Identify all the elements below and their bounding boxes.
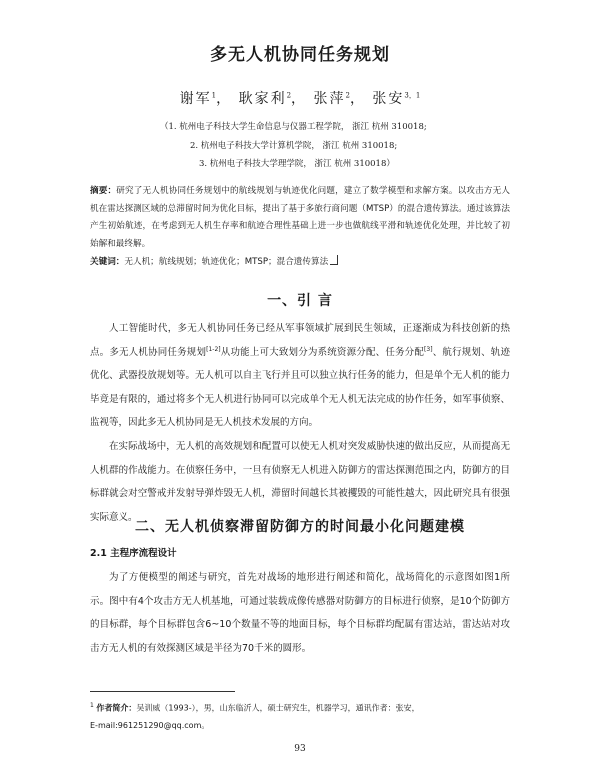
footnote-mark: 1 <box>90 702 94 709</box>
author-separator: ， <box>349 91 366 107</box>
author-list <box>0 88 600 108</box>
keywords-label: 关键词： <box>90 257 125 267</box>
keywords <box>90 255 510 269</box>
affiliation-line: （1. 杭州电子科技大学生命信息与仪器工程学院， 浙江 杭州 310018; <box>160 122 427 132</box>
abstract-label: 摘要： <box>90 186 117 196</box>
paper-title: 多无人机协同任务规划 <box>210 45 390 65</box>
keywords-text: 无人机；航线规划；轨迹优化；MTSP；混合遗传算法 <box>124 257 329 267</box>
paragraph-text: 从功能上可大致划分为系统资源分配、任务分配 <box>220 346 425 358</box>
author-name: 耿家利 <box>238 91 287 107</box>
author-affiliation-mark: 3，1 <box>404 91 421 100</box>
footnote-label: 作者简介： <box>96 703 137 713</box>
author-name: 张萍 <box>313 91 346 107</box>
author-affiliation-mark: 2 <box>286 91 292 100</box>
author-affiliation-mark: 1 <box>211 91 217 100</box>
abstract <box>90 183 510 253</box>
author-separator: ， <box>291 91 308 107</box>
footnote-text: 吴训威（1993-），男，山东临沂人，硕士研究生，机器学习，通讯作者：张安， <box>136 703 420 713</box>
author-name: 张安 <box>372 91 405 107</box>
footnote-line <box>90 697 510 717</box>
page-number: 93 <box>294 744 306 754</box>
section-heading: 一、引 言 <box>267 293 333 309</box>
affiliation-line: 2. 杭州电子科技大学计算机学院， 浙江 杭州 310018; <box>190 141 398 151</box>
body-paragraph: 为了方便模型的阐述与研究，首先对战场的地形进行阐述和简化，战场简化的示意图如图1所示。图中有4个攻击方无人机基地，可通过装载成像传感器对防御方的目标进行侦察，是10个防御方的目标群，每个目标群包含6~10个数量不等的地面目标，每个目标群均配属有雷达站，雷达站对攻击方无人机的有效探测区域是半径为70千米的圆形。 <box>90 572 510 654</box>
paragraph-text: 、航行规划、轨迹优化、武器投放规划等。无人机可以自主飞行并且可以独立执行任务的能力，但是单个无人机的能力毕竟是有限的，通过将多个无人机进行协同可以完成单个无人机无法完成的协作任务，如军事侦察、监视等，因此多无人机协同是无人机技术发展的方向。 <box>90 346 510 429</box>
author-name: 谢军 <box>179 91 212 107</box>
citation-mark: [3] <box>424 345 433 353</box>
text-cursor-mark <box>330 255 338 265</box>
author-affiliation-mark: 2 <box>345 91 350 100</box>
footnote <box>90 697 510 734</box>
abstract-text: 研究了无人机协同任务规划中的航线规划与轨迹优化问题，建立了数学模型和求解方案。以攻击方无人机在雷达探测区域的总滞留时间为优化目标，提出了基于多旅行商问题（MTSP）的混合遗传算法。通过该算法产生初始航迹，在考虑到无人机生存率和航迹合理性基础上进一步也做航线平滑和轨迹优化处理，并比较了初始解和最终解。 <box>90 186 510 249</box>
subsection-heading: 2.1 主程序流程设计 <box>90 548 177 559</box>
footnote-divider <box>90 691 235 692</box>
section-heading: 二、无人机侦察滞留防御方的时间最小化问题建模 <box>135 519 465 535</box>
body-paragraph: 在实际战场中，无人机的高效规划和配置可以使无人机对突发威胁快速的做出反应，从而提高无人机群的作战能力。在侦察任务中，一旦有侦察无人机进入防御方的雷达探测范围之内，防御方的目标群就会对空警戒并发射导弹炸毁无人机，滞留时间越长其被攫毁的可能性越大，因此研究具有很强实际意义。 <box>90 441 510 523</box>
footnote-email: E-mail:961251290@qq.com。 <box>90 720 210 730</box>
body-paragraph <box>90 317 510 435</box>
paragraph-text: 人工智能时代，多无人机协同任务已经从军事领域扩展到民生领域，正逐渐成为科技创新的热点。多无人机协同任务规划 <box>90 323 510 358</box>
author-separator: ， <box>216 91 233 107</box>
affiliation-line: 3. 杭州电子科技大学理学院， 浙江 杭州 310018） <box>199 159 395 169</box>
citation-mark: [1-2] <box>206 345 221 353</box>
